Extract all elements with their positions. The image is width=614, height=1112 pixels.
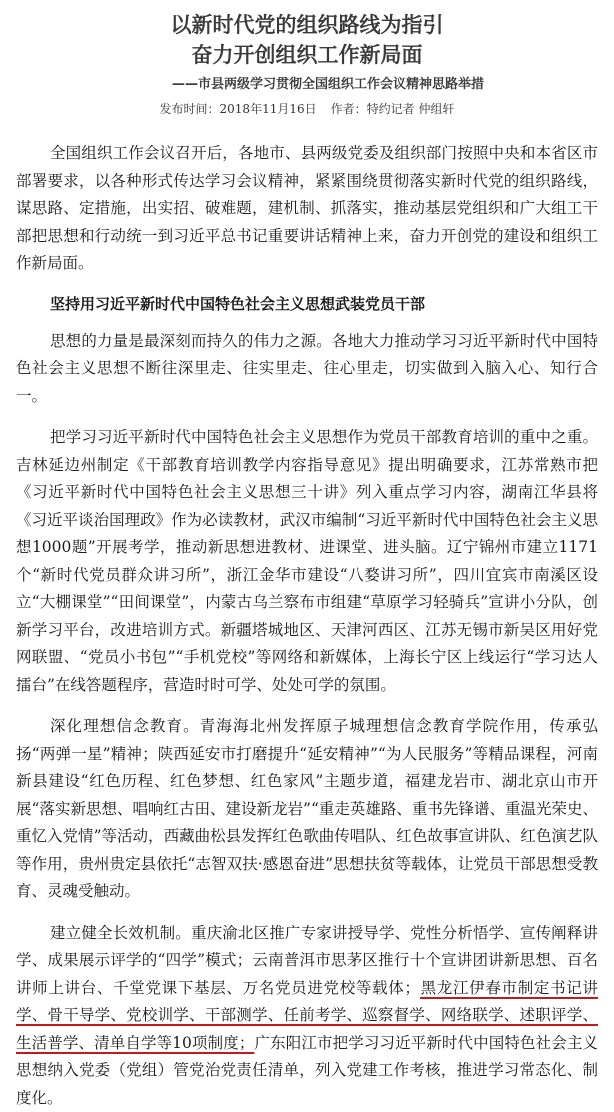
article-title-line-2: 奋力开创组织工作新局面 xyxy=(0,40,614,70)
paragraph-5 xyxy=(16,920,598,1112)
paragraph-4: 深化理想信念教育。青海海北州发挥原子城理想信念教育学院作用，传承弘扬“两弹一星”精神；陕西延安市打磨提升“延安精神”“为人民服务”等精品课程，河南新县建设“红色历程、红色梦想、红色家风”主题步道，福建龙岩市、湖北京山市开展“落实新思想、唱响红古田、建设新龙岩”“重走英雄路、重书先锋谱、重温光荣史、重忆入党情”等活动，西藏曲松县发挥红色歌曲传唱队、红色故事宣讲队、红色演艺队等作用，贵州贵定县依托“志智双扶·感恩奋进”思想扶贫等载体，让党员干部思想受教育、灵魂受触动。 xyxy=(16,713,598,906)
author: 作者：特约记者 仲组轩 xyxy=(331,102,455,116)
section-heading: 坚持用习近平新时代中国特色社会主义思想武装党员干部 xyxy=(16,292,598,316)
paragraph-3: 把学习习近平新时代中国特色社会主义思想作为党员干部教育培训的重中之重。吉林延边州制定《干部教育培训教学内容指导意见》提出明确要求，江苏常熟市把《习近平新时代中国特色社会主义思想三十讲》列入重点学习内容，湖南江华县将《习近平谈治国理政》作为必读教材，武汉市编制“习近平新时代中国特色社会主义思想1000题”开展考学，推动新思想进教材、进课堂、进头脑。辽宁锦州市建立1171个“新时代党员群众讲习所”，浙江金华市建设“八婺讲习所”，四川宜宾市南溪区设立“大棚课堂”“田间课堂”，内蒙古乌兰察布市组建“草原学习轻骑兵”宣讲小分队，创新学习平台，改进培训方式。新疆塔城地区、天津河西区、江苏无锡市新吴区用好党网联盟、“党员小书包”“手机党校”等网络和新媒体，上海长宁区上线运行“学习达人擂台”在线答题程序，营造时时可学、处处可学的氛围。 xyxy=(16,424,598,699)
highlighted-text: 黑龙江伊春市制定书记讲学、骨干导学、党校训学、干部测学、任前考学、巡察督学、网络联学、述职评学、生活普学、清单自学等10项制度； xyxy=(16,979,598,1052)
paragraph-2: 思想的力量是最深刻而持久的伟力之源。各地大力推动学习习近平新时代中国特色社会主义思想不断往深里走、往实里走、往心里走，切实做到入脑入心、知行合一。 xyxy=(16,328,598,411)
article-subtitle: ——市县两级学习贯彻全国组织工作会议精神思路举措 xyxy=(0,74,614,96)
paragraph-5-part-1: 建立健全长效机制。重庆渝北区推广专家讲授导学、党性分析悟学、宣传阐释讲学、成果展示评学的“四学”模式；云南普洱市思茅区推行十个宣讲团讲新思想、百名讲师上讲台、千堂党课下基层、万名党员进党校等载体； xyxy=(16,924,598,997)
article-body xyxy=(16,140,598,1112)
publish-time: 发布时间：2018年11月16日 xyxy=(160,102,317,116)
article-meta xyxy=(0,99,614,119)
paragraph-intro: 全国组织工作会议召开后，各地市、县两级党委及组织部门按照中央和本省区市部署要求，以各种形式传达学习会议精神，紧紧围绕贯彻落实新时代党的组织路线，谋思路、定措施，出实招、破难题，建机制、抓落实，推动基层党组织和广大组工干部把思想和行动统一到习近平总书记重要讲话精神上来，奋力开创党的建设和组织工作新局面。 xyxy=(16,140,598,278)
article-title-line-1: 以新时代党的组织路线为指引 xyxy=(0,0,614,40)
paragraph-5-part-2: 广东阳江市把学习习近平新时代中国特色社会主义思想纳入党委（党组）管党治党责任清单，列入党建工作考核，推进学习常态化、制度化。 xyxy=(16,1034,598,1107)
